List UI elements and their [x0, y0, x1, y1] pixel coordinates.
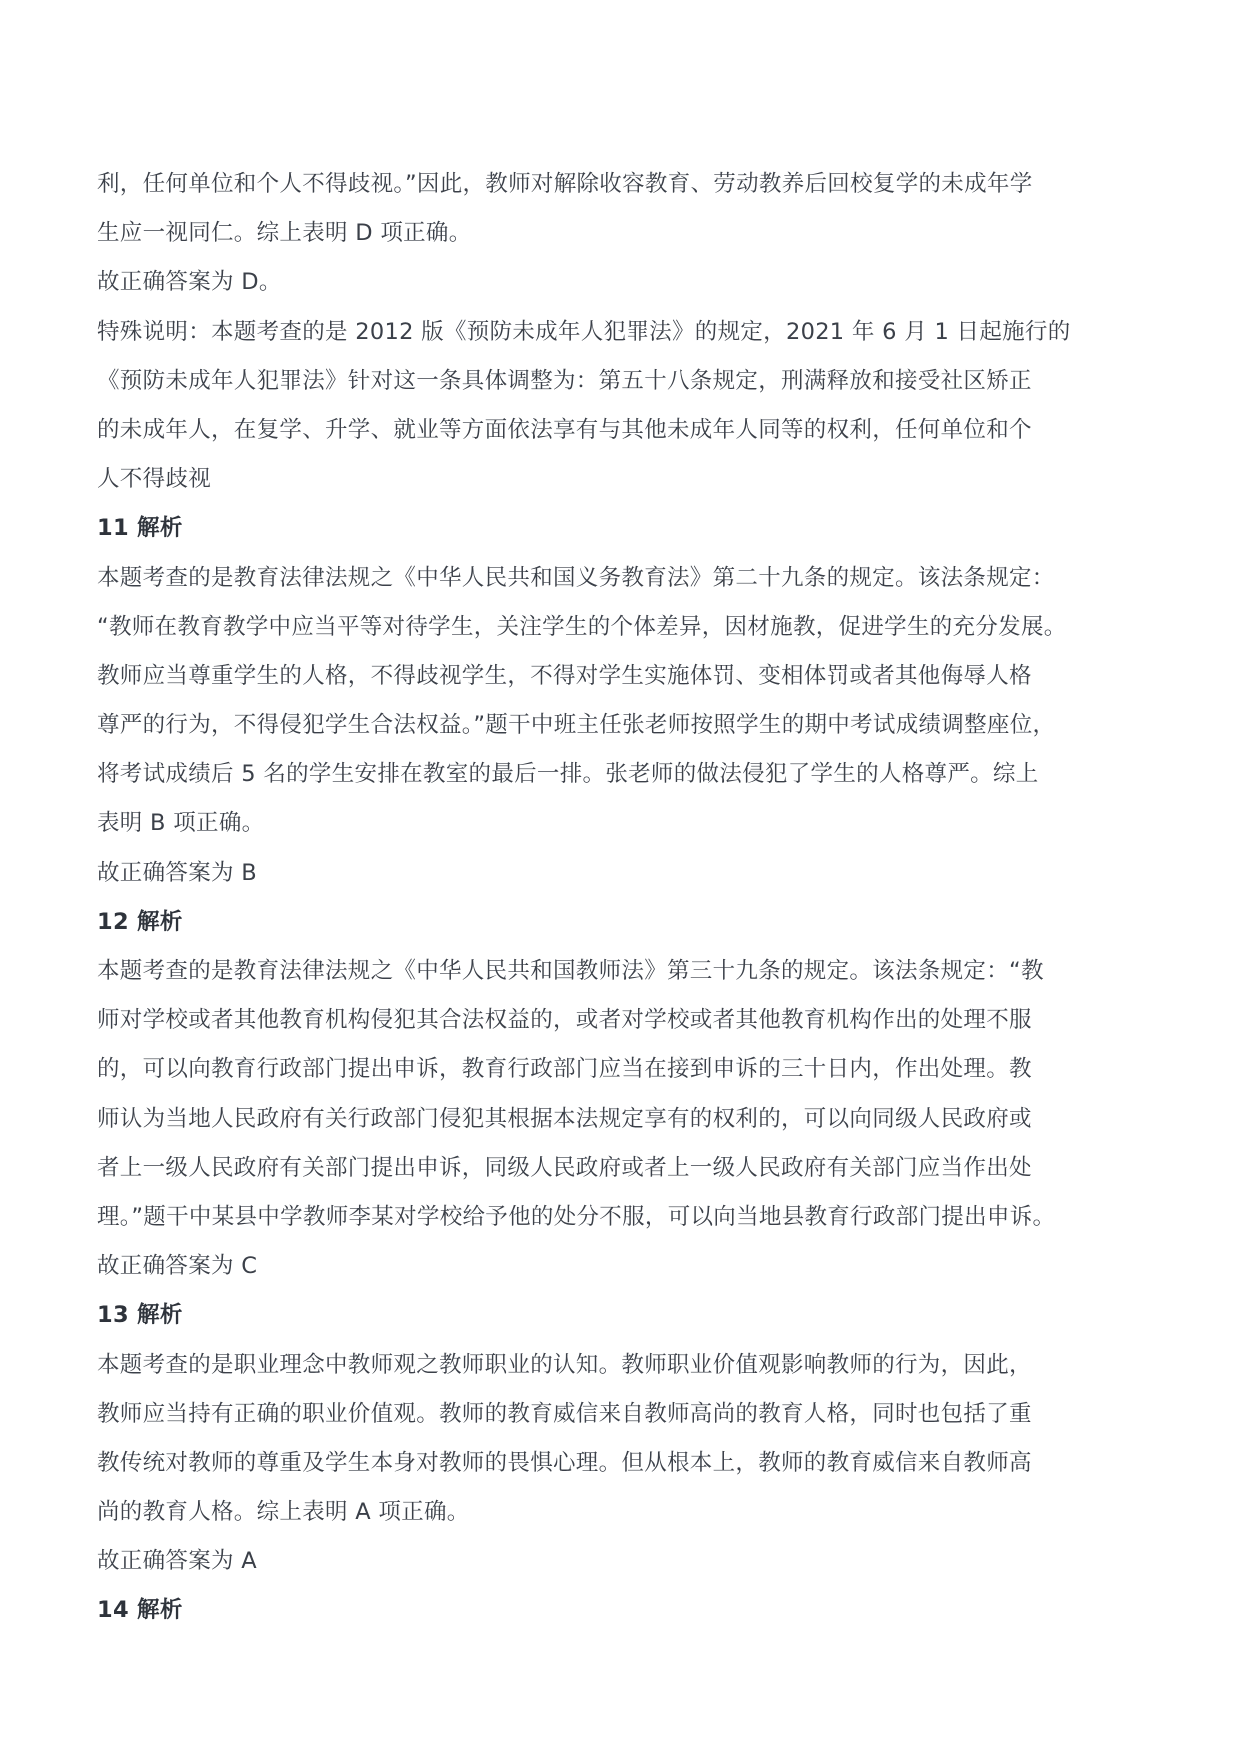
paragraph-line: “教师在教育教学中应当平等对待学生，关注学生的个体差异，因材施教，促进学生的充分发展。: [97, 613, 1067, 640]
section-heading-13: 13 解析: [97, 1302, 183, 1329]
paragraph-line: 教师应当持有正确的职业价值观。教师的教育威信来自教师高尚的教育人格，同时也包括了重: [97, 1400, 1032, 1427]
answer-line: 故正确答案为 B: [97, 859, 257, 886]
paragraph-line: 本题考查的是教育法律法规之《中华人民共和国教师法》第三十九条的规定。该法条规定：“教: [97, 958, 1044, 984]
paragraph-line: 人不得歧视: [97, 466, 212, 493]
paragraph-line: 的，可以向教育行政部门提出申诉，教育行政部门应当在接到申诉的三十日内，作出处理。教: [97, 1056, 1032, 1083]
paragraph-line: 的未成年人，在复学、升学、就业等方面依法享有与其他未成年人同等的权利，任何单位和个: [97, 416, 1032, 443]
paragraph-line: 本题考查的是教育法律法规之《中华人民共和国义务教育法》第二十九条的规定。该法条规定：: [97, 564, 1055, 591]
paragraph-line: 表明 B 项正确。: [97, 810, 265, 837]
paragraph-line: 利，任何单位和个人不得歧视。”因此，教师对解除收容教育、劳动教养后回校复学的未成年学: [97, 171, 1033, 197]
paragraph-line: 师认为当地人民政府有关行政部门侵犯其根据本法规定享有的权利的，可以向同级人民政府或: [97, 1105, 1032, 1132]
paragraph-line: 者上一级人民政府有关部门提出申诉，同级人民政府或者上一级人民政府有关部门应当作出处: [97, 1154, 1032, 1181]
paragraph-line: 教师应当尊重学生的人格，不得歧视学生，不得对学生实施体罚、变相体罚或者其他侮辱人格: [97, 662, 1032, 689]
paragraph-line: 本题考查的是职业理念中教师观之教师职业的认知。教师职业价值观影响教师的行为，因此，: [97, 1351, 1032, 1378]
paragraph-line: 尚的教育人格。综上表明 A 项正确。: [97, 1499, 470, 1526]
paragraph-line: 将考试成绩后 5 名的学生安排在教室的最后一排。张老师的做法侵犯了学生的人格尊严。综上: [97, 761, 1039, 788]
paragraph-line: 生应一视同仁。综上表明 D 项正确。: [97, 220, 472, 247]
section-heading-11: 11 解析: [97, 515, 183, 542]
paragraph-line: 特殊说明：本题考查的是 2012 版《预防未成年人犯罪法》的规定，2021 年 6 月 1 日起施行的: [97, 318, 1071, 345]
answer-line: 故正确答案为 D。: [97, 269, 282, 296]
answer-line: 故正确答案为 A: [97, 1548, 257, 1575]
paragraph-line: 《预防未成年人犯罪法》针对这一条具体调整为：第五十八条规定，刑满释放和接受社区矫正: [97, 367, 1032, 394]
paragraph-line: 尊严的行为，不得侵犯学生合法权益。”题干中班主任张老师按照学生的期中考试成绩调整座位，: [97, 712, 1056, 739]
section-heading-12: 12 解析: [97, 908, 183, 935]
paragraph-line: 教传统对教师的尊重及学生本身对教师的畏惧心理。但从根本上，教师的教育威信来自教师高: [97, 1449, 1032, 1476]
section-heading-14: 14 解析: [97, 1597, 183, 1624]
paragraph-line: 理。”题干中某县中学教师李某对学校给予他的处分不服，可以向当地县教育行政部门提出申诉。: [97, 1203, 1056, 1230]
answer-line: 故正确答案为 C: [97, 1253, 258, 1280]
paragraph-line: 师对学校或者其他教育机构侵犯其合法权益的，或者对学校或者其他教育机构作出的处理不服: [97, 1007, 1032, 1034]
document-body: [97, 160, 1177, 1636]
